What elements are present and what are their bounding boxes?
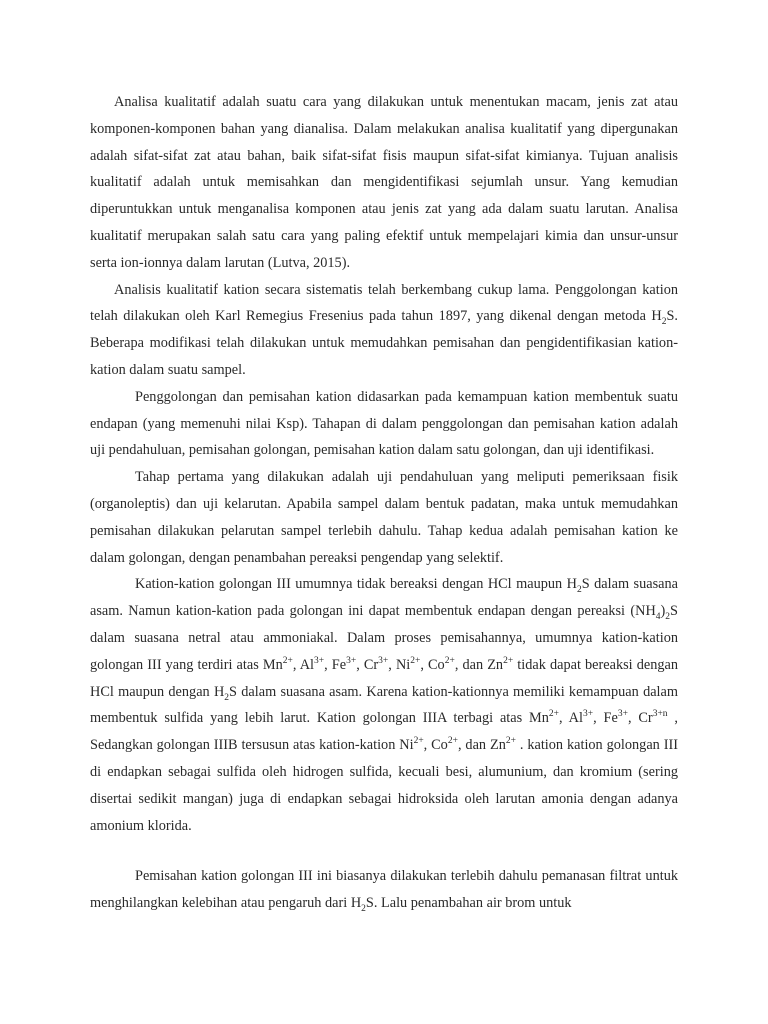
paragraph [90,571,678,839]
paragraph [90,384,678,464]
text-run: , Fe [324,656,347,673]
text-run: , Ni [388,656,411,673]
subscript: 2 [661,317,667,328]
superscript: 2+ [444,655,455,666]
document-body [90,89,678,917]
text-run: Kation-kation golongan III umumnya tidak bereaksi dengan HCl maupun H [135,576,577,593]
text-run: tidak dapat bereaksi dengan HCl maupun dengan H [90,656,679,700]
superscript: 2+ [410,655,421,666]
superscript: 3+ [378,655,389,666]
superscript: 3+ [346,655,357,666]
text-run: S. Beberapa modifikasi telah dilakukan untuk memudahkan pemisahan dan pengidentifikasian kation-kation dalam suatu sampel. [90,308,678,378]
subscript: 2 [576,585,582,596]
text-run: , dan Zn [457,737,506,754]
superscript: 3+ [582,709,594,720]
text-run: Analisa kualitatif adalah suatu cara yang dilakukan untuk menentukan macam, jenis zat atau komponen-komponen bahan yang dianalisa. Dalam melakukan analisa kualitatif yang dipergunakan adalah sifat-sifat zat atau bahan, baik sifat-sifat fisis maupun sifat-sifat kimianya. Tujuan analisis kualitatif adalah untuk memisahkan dan mengidentifikasi sejumlah unsur. Yang kemudian diperuntukkan untuk menganalisa komponen atau jenis zat yang ada dalam suatu larutan. Analisa kualitatif merupakan salah satu cara yang paling efektif untuk mempelajari kimia dan unsur-unsur serta ion-ionnya dalam larutan (Lutva, 2015). [90,94,678,271]
superscript: 2+ [413,736,424,747]
text-run: , Co [420,656,445,673]
superscript: 2+ [282,655,293,666]
text-run: S dalam suasana asam. Namun kation-kation pada golongan ini dapat membentuk endapan dengan pereaksi (NH [90,576,679,620]
text-run: , Fe [593,710,618,727]
text-run: Analisis kualitatif kation secara sistematis telah berkembang cukup lama. Penggolongan kation telah dilakukan oleh Karl Remegius Fresenius pada tahun 1897, yang dikenal dengan metoda H [90,281,678,325]
paragraph [90,464,678,571]
text-run: , Co [423,737,448,754]
superscript: 3+ [617,709,628,720]
text-run: S. Lalu penambahan air brom untuk [365,895,572,912]
text-run: Pemisahan kation golongan III ini biasanya dilakukan terlebih dahulu pemanasan filtrat untuk menghilangkan kelebihan atau pengaruh dari H [90,868,678,912]
text-run: , dan Zn [454,656,504,673]
text-run: S dalam suasana netral atau ammoniakal. Dalam proses pemisahannya, umumnya kation-kation golongan III yang terdiri atas Mn [90,603,678,673]
text-run: Tahap pertama yang dilakukan adalah uji pendahuluan yang meliputi pemeriksaan fisik (organoleptis) dan uji kelarutan. Apabila sampel dalam bentuk padatan, maka untuk memudahkan pemisahan dilakukan pelarutan sampel terlebih dahulu. Tahap kedua adalah pemisahan kation ke dalam golongan, dengan penambahan pereaksi pengendap yang selektif. [90,469,678,566]
subscript: 2 [665,612,671,622]
text-run: . kation kation golongan III di endapkan sebagai sulfida oleh hidrogen sulfida, kecuali besi, alumunium, dan kromium (sering disertai sedikit mangan) juga di endapkan sebagai hidroksida oleh larutan amonia dengan adanya amonium klorida. [90,737,678,834]
text-run: ) [660,603,666,620]
superscript: 2+ [447,736,458,747]
superscript: 2+ [505,736,516,747]
subscript: 2 [361,903,366,914]
subscript: 4 [655,612,661,622]
superscript: 3+ [314,655,325,666]
paragraph [90,863,678,917]
text-run: , Al [292,656,315,673]
superscript: 2+ [503,655,514,666]
superscript: 3+n [652,709,668,720]
text-run: , Cr [356,656,379,673]
text-run: , Cr [627,710,653,727]
superscript: 2+ [548,709,560,720]
subscript: 2 [224,692,230,703]
text-run: S dalam suasana asam. Karena kation-kationnya memiliki kemampuan dalam membentuk sulfida yang lebih larut. Kation golongan IIIA terbagi atas Mn [90,683,678,727]
text-run: , Al [559,710,583,727]
text-run: , Sedangkan golongan IIIB tersusun atas kation-kation Ni [90,710,678,754]
text-run: Penggolongan dan pemisahan kation didasarkan pada kemampuan kation membentuk suatu endapan (yang memenuhi nilai Ksp). Tahapan di dalam penggolongan dan pemisahan kation adalah uji pendahuluan, pemisahan golongan, pemisahan kation dalam satu golongan, dan uji identifikasi. [90,388,678,459]
paragraph [90,89,678,277]
paragraph [90,277,678,384]
